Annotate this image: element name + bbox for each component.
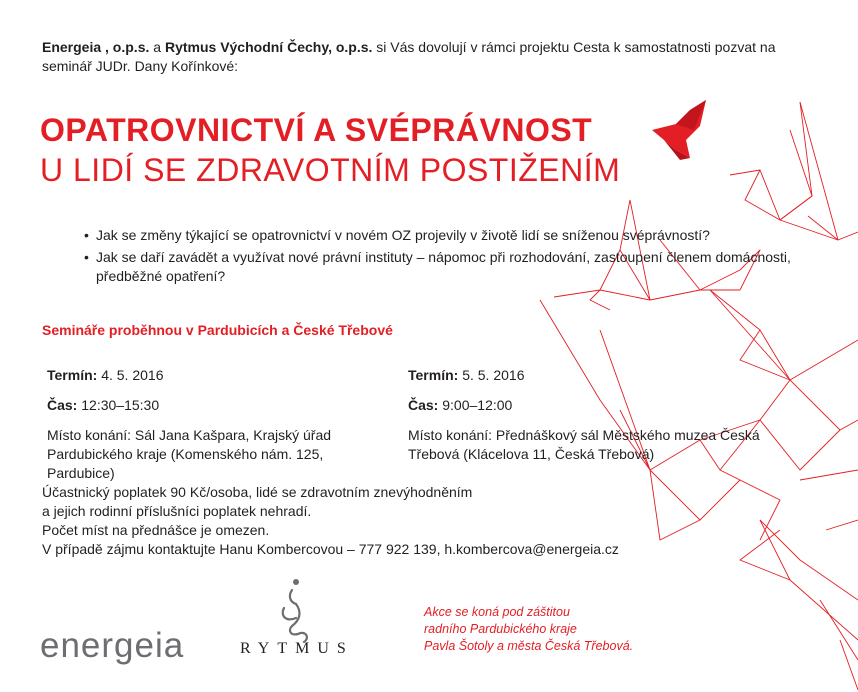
fee-line: a jejich rodinní příslušníci poplatek nehradí.	[42, 503, 312, 519]
patronage-line: Akce se koná pod záštitou	[424, 605, 570, 619]
intro-and: a	[149, 39, 165, 55]
time-value: 9:00–12:00	[438, 397, 513, 413]
seminar-heading: Semináře proběhnou v Pardubicích a České Třebové	[42, 322, 393, 338]
patronage-line: Pavla Šotoly a města Česká Třebová.	[424, 639, 634, 653]
title-line-2: U LIDÍ SE ZDRAVOTNÍM POSTIŽENÍM	[40, 152, 621, 188]
place-text: Místo konání: Přednáškový sál Městského muzea Česká Třebová (Klácelova 11, Česká Třebová)	[408, 427, 760, 462]
time-value: 12:30–15:30	[77, 397, 160, 413]
fee-info	[42, 483, 742, 559]
patronage-line: radního Pardubického kraje	[424, 622, 577, 636]
term-value: 4. 5. 2016	[97, 367, 164, 383]
energeia-logo: energeia	[40, 626, 185, 665]
rytmus-logo: RYTMUS	[240, 640, 354, 657]
capacity-line: Počet míst na přednášce je omezen.	[42, 522, 270, 538]
fee-line: Účastnický poplatek 90 Kč/osoba, lidé se zdravotním znevýhodněním	[42, 484, 473, 500]
question-list	[84, 226, 814, 289]
term-value: 5. 5. 2016	[458, 367, 525, 383]
time-label: Čas:	[47, 397, 78, 413]
event-ceska-trebova	[408, 366, 778, 464]
question-item: • Jak se daří zavádět a využívat nové právní instituty – nápomoc při rozhodování, zastoupení členem domácnosti, předběžné opatření?	[84, 248, 814, 286]
question-item: • Jak se změny týkající se opatrovnictví v novém OZ projevily v životě lidí se sníženou svéprávností?	[84, 226, 814, 245]
time-label: Čas:	[408, 397, 439, 413]
title-line-1: OPATROVNICTVÍ A SVÉPRÁVNOST	[40, 112, 593, 148]
outline-bird-1	[730, 102, 858, 240]
intro-rest: si Vás dovolují v rámci projektu Cesta k samostatnosti pozvat na seminář JUDr. Dany Kořínkové:	[42, 39, 776, 74]
outline-bird-5	[740, 470, 858, 690]
intro-text	[42, 38, 802, 76]
contact-line: V případě zájmu kontaktujte Hanu Kombercovou – 777 922 139, h.kombercova@energeia.cz	[42, 541, 619, 557]
patronage-note	[424, 604, 724, 655]
red-origami-crane-icon	[652, 100, 706, 160]
term-label: Termín:	[408, 367, 459, 383]
place-text: Místo konání: Sál Jana Kašpara, Krajský úřad Pardubického kraje (Komenského nám. 125, Pardubice)	[47, 427, 332, 481]
org-energeia: Energeia , o.p.s.	[42, 39, 150, 55]
org-rytmus: Rytmus Východní Čechy, o.p.s.	[164, 39, 373, 55]
term-label: Termín:	[47, 367, 98, 383]
event-pardubice	[47, 366, 387, 483]
